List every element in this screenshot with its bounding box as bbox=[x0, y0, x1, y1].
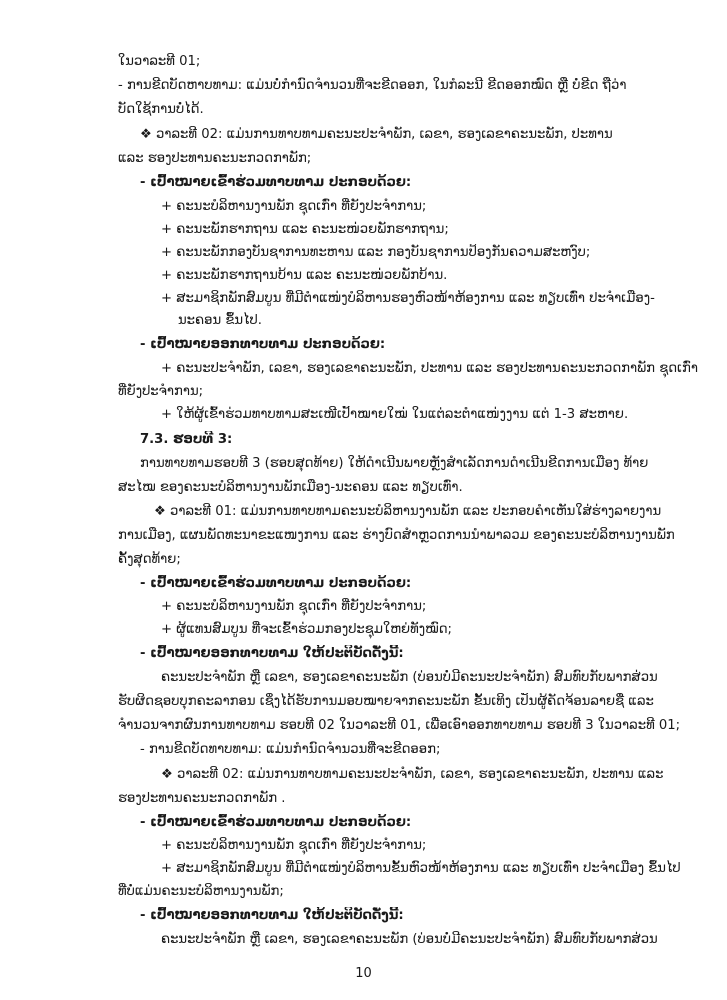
text-line: ຄະນະປະຈຳພັກ ຫຼື ເລຂາ, ຮອງເລຂາຄະນະພັກ (ບ່ອນບໍ່ມີຄະນະປະຈຳພັກ) ສົມທົບກັບພາກສ່ວນ bbox=[161, 932, 658, 947]
agenda-heading: ❖ ວາລະທີ 02: ແມ່ນການທາບທາມຄະນະປະຈຳພັກ, ເລຂາ, ຮອງເລຂາຄະນະພັກ, ປະທານ ແລະ bbox=[161, 767, 664, 782]
text-line: ໃນວາລະທີ 01; bbox=[118, 54, 201, 69]
text-line: ຮອງປະທານຄະນະກວດກາພັກ . bbox=[118, 791, 286, 806]
list-item: + ສະມາຊິກພັກສົມບູນ ທີ່ມີຕຳແໜ່ງບໍລິຫານຮອງຫົວໜ້າຫ້ອງການ ແລະ ທຽບເທົ່າ ປະຈຳເມືອງ- bbox=[161, 291, 655, 306]
text-line: ຄັ້ງສຸດທ້າຍ; bbox=[118, 552, 181, 567]
list-item: + ຄະນະປະຈຳພັກ, ເລຂາ, ຮອງເລຂາຄະນະພັກ, ປະທານ ແລະ ຮອງປະທານຄະນະກວດກາພັກ ຊຸດເກົ່າ bbox=[161, 361, 698, 376]
text-line: ການທາບທາມຮອບທີ 3 (ຮອບສຸດທ້າຍ) ໃຫ້ດຳເນີນພາຍຫຼັງສຳເລັດການດຳເນີນຂີດການເມືອງ ທ້າຍ bbox=[140, 456, 649, 471]
section-heading: - ເປົ້າໝາຍເຂົ້າຮ່ວມທາບທາມ ປະກອບດ້ວຍ: bbox=[140, 576, 412, 591]
page-number: 10 bbox=[355, 966, 372, 981]
agenda-heading: ❖ ວາລະທີ 01: ແມ່ນການທາບທາມຄະນະບໍລິຫານງານພັກ ແລະ ປະກອບຄຳເຫັນໃສ່ຮ່າງລາຍງານ bbox=[154, 504, 662, 519]
list-item: + ສະມາຊິກພັກສົມບູນ ທີ່ມີຕຳແໜ່ງບໍລິຫານຂັ້ນຫົວໜ້າຫ້ອງການ ແລະ ທຽບເທົ່າ ປະຈຳເມືອງ ຂຶ້ນໄປ bbox=[161, 861, 681, 876]
section-heading: - ເປົ້າໝາຍເຂົ້າຮ່ວມທາບທາມ ປະກອບດ້ວຍ: bbox=[140, 175, 412, 190]
text-line: ນະຄອນ ຂຶ້ນໄປ. bbox=[178, 313, 262, 328]
text-line: - ການຂີດບັດຫາບທາມ: ແມ່ນບໍ່ກຳນົດຈຳນວນທີ່ຈະຂີດອອກ, ໃນກໍລະນີ ຂີດອອກໝົດ ຫຼື ບໍ່ຂີດ ຖືວ່າ bbox=[118, 78, 627, 93]
text-line: ທີ່ຍັງປະຈຳການ; bbox=[118, 384, 204, 399]
text-line: ແລະ ຮອງປະທານຄະນະກວດກາພັກ; bbox=[118, 151, 312, 166]
list-item: + ຜູ້ແທນສົມບູນ ທີ່ຈະເຂົ້າຮ່ວມກອງປະຊຸມໃຫຍ່ທັງໝົດ; bbox=[161, 622, 452, 637]
list-item: + ຄະນະພັກຮາກຖານບ້ານ ແລະ ຄະນະໜ່ວຍພັກບ້ານ. bbox=[161, 268, 448, 283]
text-line: ຮັບຜິດຊອບບຸກຄະລາກອນ ເຊິ່ງໄດ້ຮັບການມອບໝາຍຈາກຄະນະພັກ ຂັ້ນເທິງ ເປັນຜູ້ຄັດຈ້ອນລາຍຊື່ ແລະ bbox=[118, 694, 654, 709]
text-line: - ການຂີດບັດທາບທາມ: ແມ່ນກຳນົດຈຳນວນທີ່ຈະຂີດອອກ; bbox=[140, 742, 441, 757]
section-heading: - ເປົ້າໝາຍອອກທາບທາມ ໃຫ້ປະຕິບັດດັ່ງນີ້: bbox=[140, 908, 404, 923]
list-item: + ຄະນະບໍລິຫານງານພັກ ຊຸດເກົ່າ ທີ່ຍັງປະຈຳການ; bbox=[161, 838, 427, 853]
list-item: + ຄະນະບໍລິຫານງານພັກ ຊຸດເກົ່າ ທີ່ຍັງປະຈຳການ; bbox=[161, 599, 427, 614]
text-line: ສະໄໝ ຂອງຄະນະບໍລິຫານງານພັກເມືອງ-ນະຄອນ ແລະ ທຽບເທົ່າ. bbox=[118, 480, 463, 495]
list-item: + ຄະນະບໍລິຫານງານພັກ ຊຸດເກົ່າ ທີ່ຍັງປະຈຳການ; bbox=[161, 199, 427, 214]
section-heading: - ເປົ້າໝາຍອອກທາບທາມ ປະກອບດ້ວຍ: bbox=[140, 337, 386, 352]
text-line: ຈຳນວນຈາກຜົນການທາບທາມ ຮອບທີ 02 ໃນວາລະທີ 01, ເພື່ອເອົາອອກທາບທາມ ຮອບທີ 3 ໃນວາລະທີ 01; bbox=[118, 718, 681, 733]
text-line: ບັດໃຊ້ການບໍ່ໄດ້. bbox=[118, 102, 204, 117]
list-item: + ຄະນະພັກຮາກຖານ ແລະ ຄະນະໜ່ວຍພັກຮາກຖານ; bbox=[161, 222, 449, 237]
section-heading: - ເປົ້າໝາຍເຂົ້າຮ່ວມທາບທາມ ປະກອບດ້ວຍ: bbox=[140, 815, 412, 830]
subsection-title: 7.3. ຮອບທີ 3: bbox=[140, 432, 233, 447]
text-line: ການເມືອງ, ແຜນພັດທະນາຂະແໜງການ ແລະ ຮ່າງບົດສຳຫຼວດການນຳພາລວມ ຂອງຄະນະບໍລິຫານງານພັກ bbox=[118, 528, 675, 543]
agenda-heading: ❖ ວາລະທີ 02: ແມ່ນການທາບທາມຄະນະປະຈຳພັກ, ເລຂາ, ຮອງເລຂາຄະນະພັກ, ປະທານ bbox=[140, 127, 613, 142]
section-heading: - ເປົ້າໝາຍອອກທາບທາມ ໃຫ້ປະຕິບັດດັ່ງນີ້: bbox=[140, 646, 404, 661]
list-item: + ໃຫ້ຜູ້ເຂົ້າຮ່ວມທາບທາມສະເໜີເປົ້າໝາຍໃໝ່ ໃນແຕ່ລະຕຳແໜ່ງງານ ແຕ່ 1-3 ສະຫາຍ. bbox=[161, 407, 629, 422]
text-line: ຄະນະປະຈຳພັກ ຫຼື ເລຂາ, ຮອງເລຂາຄະນະພັກ (ບ່ອນບໍ່ມີຄະນະປະຈຳພັກ) ສົມທົບກັບພາກສ່ວນ bbox=[161, 670, 658, 685]
list-item: + ຄະນະພັກກອງບັນຊາການທະຫານ ແລະ ກອງບັນຊາການປ້ອງກັນຄວາມສະຫງົບ; bbox=[161, 245, 591, 260]
text-line: ທີ່ບໍ່ແມ່ນຄະນະບໍລິຫານງານພັກ; bbox=[118, 884, 284, 899]
